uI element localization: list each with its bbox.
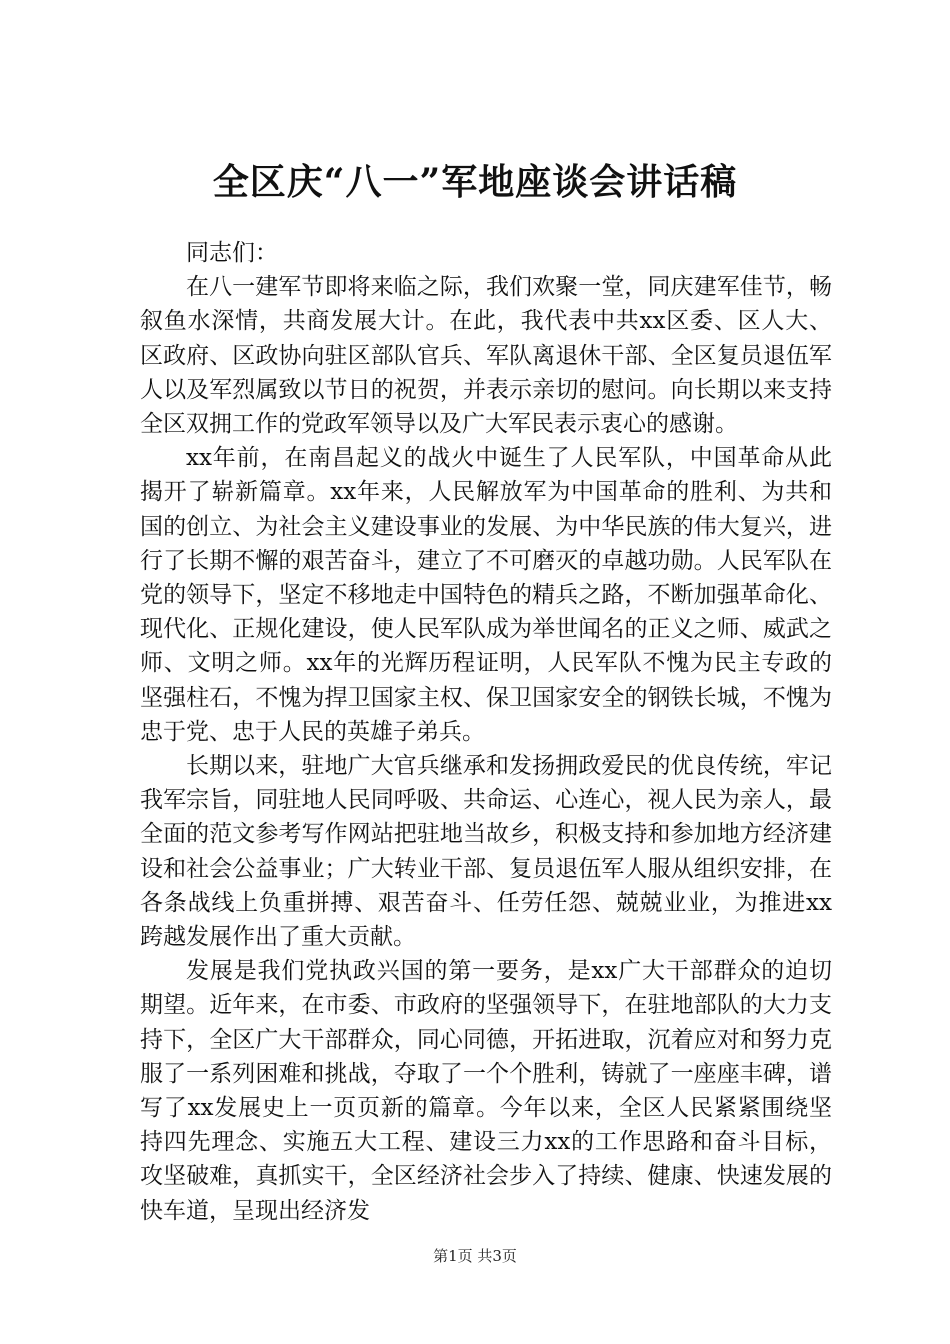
paragraph-2: xx年前，在南昌起义的战火中诞生了人民军队，中国革命从此揭开了崭新篇章。xx年来，人民解放军为中国革命的胜利、为共和国的创立、为社会主义建设事业的发展、为中华民族的伟大复兴，进行了长期不懈的艰苦奋斗，建立了不可磨灭的卓越功勋。人民军队在党的领导下，坚定不移地走中国特色的精兵之路，不断加强革命化、现代化、正规化建设，使人民军队成为举世闻名的正义之师、威武之师、文明之师。xx年的光辉历程证明，人民军队不愧为民主专政的坚强柱石，不愧为捍卫国家主权、保卫国家安全的钢铁长城，不愧为忠于党、忠于人民的英雄子弟兵。	[140, 445, 832, 745]
page-number-footer: 第1页 共3页	[433, 1247, 517, 1265]
paragraph-4: 发展是我们党执政兴国的第一要务，是xx广大干部群众的迫切期望。近年来，在市委、市政府的坚强领导下，在驻地部队的大力支持下，全区广大干部群众，同心同德，开拓进取，沉着应对和努力克服了一系列困难和挑战，夺取了一个个胜利，铸就了一座座丰碑，谱写了xx发展史上一页页新的篇章。今年以来，全区人民紧紧围绕坚持四先理念、实施五大工程、建设三力xx的工作思路和奋斗目标，攻坚破难，真抓实干，全区经济社会步入了持续、健康、快速发展的快车道，呈现出经济发	[140, 958, 832, 1224]
document-title: 全区庆“八一”军地座谈会讲话稿	[212, 161, 738, 203]
document-body	[140, 236, 832, 1228]
paragraph-1: 在八一建军节即将来临之际，我们欢聚一堂，同庆建军佳节，畅叙鱼水深情，共商发展大计。在此，我代表中共xx区委、区人大、区政府、区政协向驻区部队官兵、军队离退休干部、全区复员退伍军人以及军烈属致以节日的祝贺，并表示亲切的慰问。向长期以来支持全区双拥工作的党政军领导以及广大军民表示衷心的感谢。	[140, 274, 832, 438]
salutation: 同志们：	[186, 240, 278, 266]
paragraph-3: 长期以来，驻地广大官兵继承和发扬拥政爱民的优良传统，牢记我军宗旨，同驻地人民同呼吸、共命运、心连心，视人民为亲人，最全面的范文参考写作网站把驻地当故乡，积极支持和参加地方经济建设和社会公益事业；广大转业干部、复员退伍军人服从组织安排，在各条战线上负重拼搏、艰苦奋斗、任劳任怨、兢兢业业，为推进xx跨越发展作出了重大贡献。	[140, 753, 832, 951]
